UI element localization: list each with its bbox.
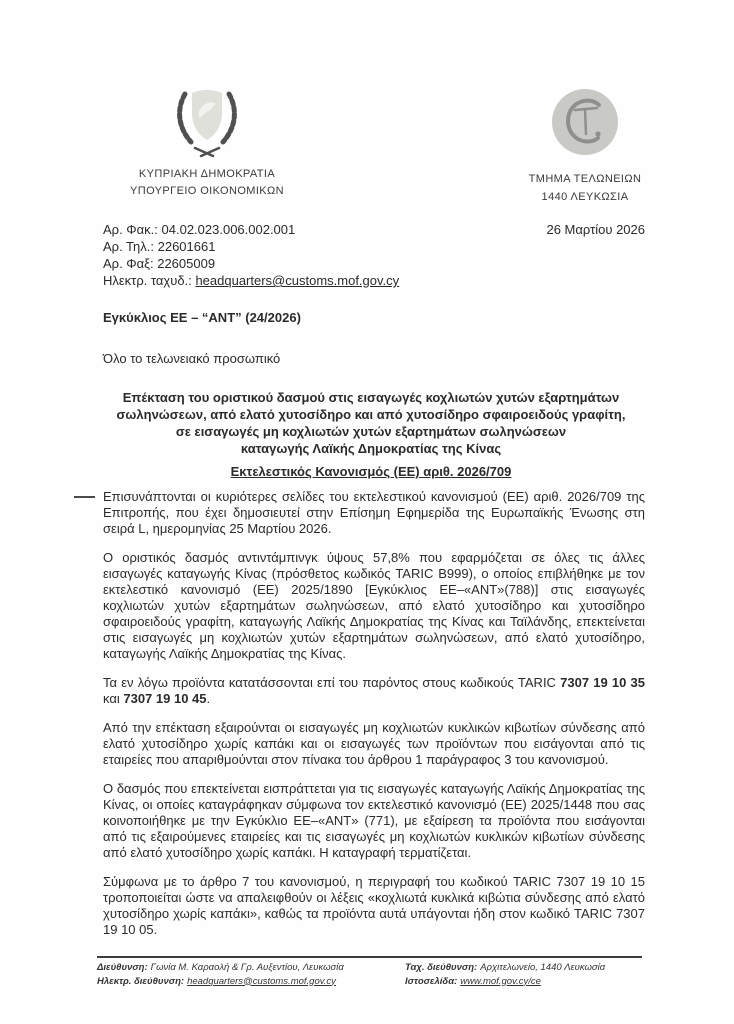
title-line: σε εισαγωγές μη κοχλιωτών χυτών εξαρτημάτων σωληνώσεων — [175, 424, 567, 439]
header-email-link[interactable]: headquarters@customs.mof.gov.cy — [195, 273, 400, 288]
paragraph-exemptions: Από την επέκταση εξαιρούνται οι εισαγωγές μη κοχλιωτών κυκλικών κιβωτίων σύνδεσης από ελατό χυτοσίδηρο χωρίς καπάκι και οι εισαγωγές των προϊόντων που εισάγονται από τις εταιρείες που απαριθμούνται στον πίνακα του άρθρου 1 παράγραφος 3 του κανονισμού. — [103, 720, 645, 767]
footer-postal-address: Αρχιτελωνείο, 1440 Λευκωσία — [480, 962, 606, 973]
paragraph-taric-codes — [103, 675, 645, 707]
footer-website-label: Ιστοσελίδα: — [405, 975, 458, 987]
ministry-name: ΥΠΟΥΡΓΕΙΟ ΟΙΚΟΝΟΜΙΚΩΝ — [129, 185, 284, 197]
addressee-line: Όλο το τελωνειακό προσωπικό — [103, 351, 281, 366]
reference-block — [103, 221, 645, 289]
regulation-reference: Εκτελεστικός Κανονισμός (ΕΕ) αριθ. 2026/709 — [230, 464, 512, 479]
file-number: Αρ. Φακ.: 04.02.023.006.002.001 — [103, 222, 296, 237]
footer-block — [97, 956, 642, 988]
email-label: Ηλεκτρ. ταχυδ.: — [103, 273, 192, 288]
circular-subject: Εγκύκλιος ΕΕ – “ΑΝΤ” (24/2026) — [103, 310, 301, 325]
header-customs-block — [500, 88, 670, 206]
taric-code: 7307 19 10 45 — [123, 691, 207, 706]
letter-body — [103, 489, 645, 938]
paragraph-registration: Ο δασμός που επεκτείνεται εισπράττεται για τις εισαγωγές καταγωγής Λαϊκής Δημοκρατίας της Κίνας, οι οποίες καταγράφηκαν σύμφωνα τον εκτελεστικό κανονισμό (ΕΕ) 2025/1448 που σας κοινοποιήθηκε με την Εγκύκλιο ΕΕ–«ΑΝΤ» (771), με εξαίρεση τα προϊόντα που εισάγονται από τις εξαιρούμενες εταιρείες και τις εισαγωγές μη κοχλιωτών κυκλικών κιβωτίων σύνδεσης από ελατό χυτοσίδηρο χωρίς καπάκι. Η καταγραφή τερματίζεται. — [103, 781, 645, 860]
title-line: Επέκταση του οριστικού δασμού στις εισαγωγές κοχλιωτών χυτών εξαρτημάτων — [122, 390, 620, 405]
footer-address: Γωνία Μ. Καραολή & Γρ. Αυξεντίου, Λευκωσία — [150, 962, 344, 973]
paragraph-description-amendment: Σύμφωνα με το άρθρο 7 του κανονισμού, η περιγραφή του κωδικού TARIC 7307 19 10 15 τροποποιείται ώστε να απαλειφθούν οι λέξεις «κοχλιωτά κυκλικά κιβώτια σύνδεσης από ελατό χυτοσίδηρο χωρίς καπάκι», καθώς τα προϊόντα αυτά υπάγονται ήδη στον κωδικό TARIC 7307 19 10 05. — [103, 874, 645, 937]
document-title-block — [97, 389, 645, 480]
paragraph-duty-extension: Ο οριστικός δασμός αντιντάμπινγκ ύψους 57,8% που εφαρμόζεται σε όλες τις άλλες εισαγωγές καταγωγής Κίνας (πρόσθετος κωδικός TARIC B999), ο οποίος επιβλήθηκε με τον εκτελεστικό κανονισμό (ΕΕ) 2025/1890 [Εγκύκλιος ΕΕ–«ΑΝΤ»(788)] στις εισαγωγές κοχλιωτών χυτών εξαρτημάτων σωληνώσεων, από ελατό χυτοσίδηρο και χυτοσίδηρο σφαιροειδούς γραφίτη, καταγωγής Λαϊκής Δημοκρατίας της Κίνας και Ταϊλάνδης, επεκτείνεται στις εισαγωγές μη κοχλιωτών χυτών εξαρτημάτων σωληνώσεων, από ελατό χυτοσίδηρο, καταγωγής Λαϊκής Δημοκρατίας της Κίνας. — [103, 550, 645, 661]
paragraph-text: Τα εν λόγω προϊόντα κατατάσσονται επί του παρόντος στους κωδικούς TARIC — [103, 675, 561, 690]
title-line: σωληνώσεων, από ελατό χυτοσίδηρο και από χυτοσίδηρο σφαιροειδούς γραφίτη, — [116, 407, 626, 422]
footer-email-label: Ηλεκτρ. διεύθυνση: — [97, 975, 185, 987]
paragraph-attachment-note — [103, 489, 645, 537]
department-name: ΤΜΗΜΑ ΤΕΛΩΝΕΙΩΝ — [528, 173, 642, 185]
telephone-number: Αρ. Τηλ.: 22601661 — [103, 239, 216, 254]
republic-name: ΚΥΠΡΙΑΚΗ ΔΗΜΟΚΡΑΤΙΑ — [138, 168, 276, 180]
customs-department-logo-icon — [551, 88, 619, 156]
department-postcode: 1440 ΛΕΥΚΩΣΙΑ — [541, 191, 629, 203]
footer-left-column — [97, 961, 405, 988]
fax-number: Αρ. Φαξ: 22605009 — [103, 256, 216, 271]
cyprus-coat-of-arms-icon — [161, 86, 253, 162]
footer-website-link[interactable]: www.mof.gov.cy/ce — [460, 975, 541, 987]
footer-right-column — [405, 961, 642, 988]
paragraph-text: . — [206, 691, 211, 706]
paragraph-text: Επισυνάπτονται οι κυριότερες σελίδες του εκτελεστικού κανονισμού (ΕΕ) αριθ. 2026/709 της Επιτροπής, που έχει δημοσιευτεί στην Επίσημη Εφημερίδα της Ευρωπαϊκής Ένωσης στη σειρά L, ημερομηνίας 25 Μαρτίου 2026. — [103, 489, 645, 536]
footer-address-label: Διεύθυνση: — [97, 962, 148, 973]
paragraph-text: και — [103, 691, 124, 706]
footer-postal-label: Ταχ. διεύθυνση: — [405, 962, 478, 973]
letter-date: 26 Μαρτίου 2026 — [546, 222, 645, 237]
footer-email-link[interactable]: headquarters@customs.mof.gov.cy — [187, 975, 336, 987]
taric-code: 7307 19 10 35 — [560, 675, 645, 690]
dash-marker — [74, 496, 95, 498]
header-republic-block — [112, 86, 302, 200]
title-line: καταγωγής Λαϊκής Δημοκρατίας της Κίνας — [240, 441, 502, 456]
